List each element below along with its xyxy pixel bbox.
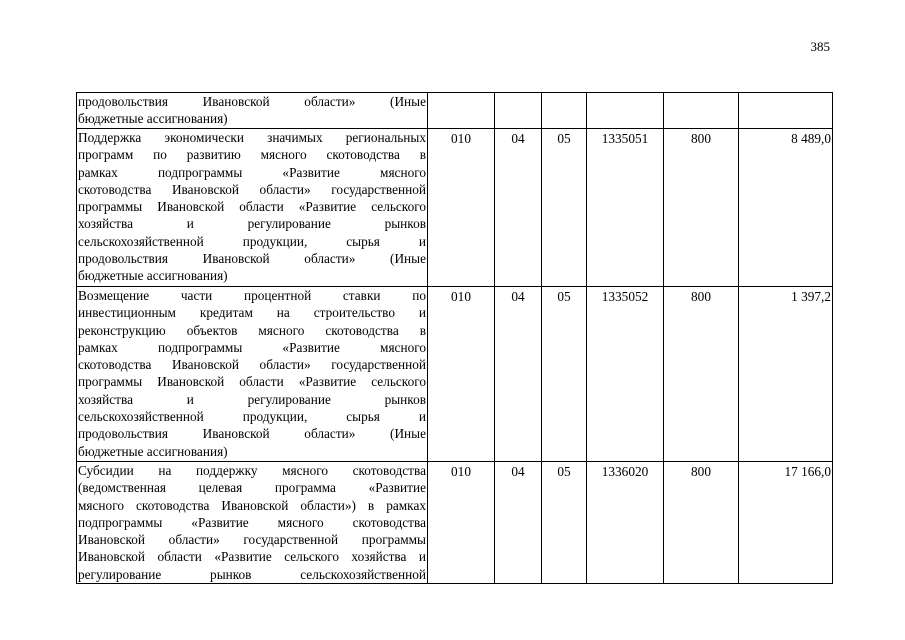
description-line: хозяйства и регулирование рынков bbox=[78, 216, 426, 232]
table-row bbox=[77, 462, 833, 584]
row-description bbox=[77, 462, 428, 584]
subsection-code-cell: 05 bbox=[542, 129, 587, 287]
expense-type-cell: 800 bbox=[664, 462, 739, 584]
description-line: продовольствия Ивановской области» (Иные bbox=[78, 251, 426, 267]
description-line: бюджетные ассигнования) bbox=[78, 111, 228, 127]
amount-cell: 17 166,0 bbox=[739, 462, 833, 584]
expense-type-cell: 800 bbox=[664, 287, 739, 462]
subsection-code-cell: 05 bbox=[542, 287, 587, 462]
amount-cell: 8 489,0 bbox=[739, 129, 833, 287]
description-line: Возмещение части процентной ставки по bbox=[78, 288, 426, 303]
table-row bbox=[77, 287, 833, 462]
amount-cell: 1 397,2 bbox=[739, 287, 833, 462]
description-line: реконструкцию объектов мясного скотоводства в bbox=[78, 322, 426, 338]
description-line: Ивановской области «Развитие сельского хозяйства и bbox=[78, 549, 426, 565]
description-line: хозяйства и регулирование рынков bbox=[78, 391, 426, 407]
row-description bbox=[77, 287, 428, 462]
description-line: Ивановской области» государственной программы bbox=[78, 532, 426, 548]
target-article-cell: 1335052 bbox=[587, 287, 664, 462]
description-line: программ по развитию мясного скотоводства в bbox=[78, 147, 426, 163]
description-line: бюджетные ассигнования) bbox=[78, 443, 228, 459]
section-code-cell: 04 bbox=[495, 129, 542, 287]
description-line: сельскохозяйственной продукции, сырья и bbox=[78, 233, 426, 249]
description-line: (ведомственная целевая программа «Развитие bbox=[78, 480, 426, 496]
ministry-code-cell: 010 bbox=[428, 287, 495, 462]
row-description bbox=[77, 129, 428, 287]
description-line: программы Ивановской области «Развитие сельского bbox=[78, 199, 426, 215]
description-line: скотоводства Ивановской области» государственной bbox=[78, 357, 426, 373]
ministry-code-cell: 010 bbox=[428, 462, 495, 584]
subsection-code-cell: 05 bbox=[542, 462, 587, 584]
description-line: инвестиционным кредитам на строительство и bbox=[78, 305, 426, 321]
target-article-cell: 1336020 bbox=[587, 462, 664, 584]
description-line: Субсидии на поддержку мясного скотоводства bbox=[78, 463, 426, 478]
section-code-cell bbox=[495, 93, 542, 129]
description-line: программы Ивановской области «Развитие сельского bbox=[78, 374, 426, 390]
amount-cell bbox=[739, 93, 833, 129]
row-description bbox=[77, 93, 428, 129]
subsection-code-cell bbox=[542, 93, 587, 129]
table-body bbox=[77, 93, 833, 584]
page-number: 385 bbox=[810, 39, 830, 54]
expense-type-cell bbox=[664, 93, 739, 129]
expense-type-cell: 800 bbox=[664, 129, 739, 287]
description-line: мясного скотоводства Ивановской области») в рамках bbox=[78, 497, 426, 513]
description-line: продовольствия Ивановской области» (Иные bbox=[78, 94, 426, 109]
table-row bbox=[77, 129, 833, 287]
target-article-cell bbox=[587, 93, 664, 129]
description-line: продовольствия Ивановской области» (Иные bbox=[78, 426, 426, 442]
budget-table bbox=[76, 92, 833, 584]
description-line: регулирование рынков сельскохозяйственной bbox=[78, 566, 426, 582]
description-line: рамках подпрограммы «Развитие мясного bbox=[78, 164, 426, 180]
ministry-code-cell bbox=[428, 93, 495, 129]
description-line: рамках подпрограммы «Развитие мясного bbox=[78, 339, 426, 355]
table-row bbox=[77, 93, 833, 129]
description-line: Поддержка экономически значимых региональных bbox=[78, 130, 426, 145]
section-code-cell: 04 bbox=[495, 462, 542, 584]
target-article-cell: 1335051 bbox=[587, 129, 664, 287]
ministry-code-cell: 010 bbox=[428, 129, 495, 287]
description-line: скотоводства Ивановской области» государственной bbox=[78, 181, 426, 197]
description-line: сельскохозяйственной продукции, сырья и bbox=[78, 409, 426, 425]
description-line: подпрограммы «Развитие мясного скотоводства bbox=[78, 514, 426, 530]
section-code-cell: 04 bbox=[495, 287, 542, 462]
description-line: бюджетные ассигнования) bbox=[78, 268, 228, 284]
